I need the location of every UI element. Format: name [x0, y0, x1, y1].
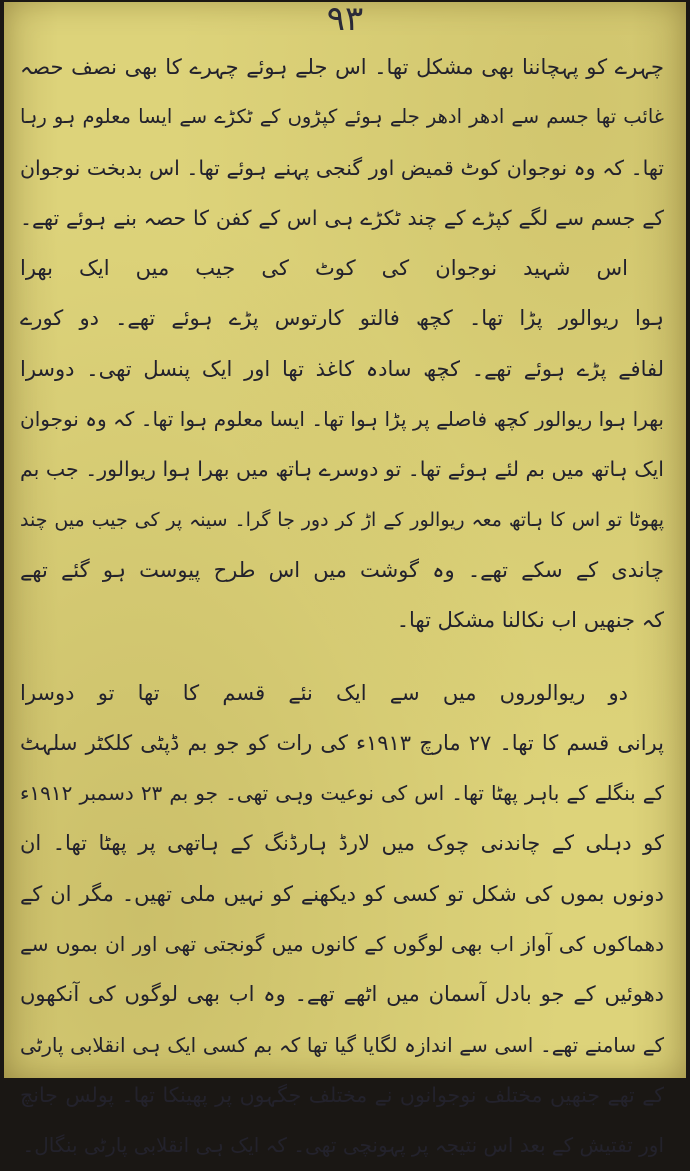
- page-body: [20, 42, 664, 1171]
- text-line: چہرے کو پہچاننا بھی مشکل تھا۔ اس جلے ہوئے چہرے کا بھی نصف حصہ: [20, 55, 664, 79]
- text-line: غائب تھا جسم سے ادھر ادھر جلے ہوئے کپڑوں کے ٹکڑے سے ایسا معلوم ہو رہا: [20, 105, 664, 129]
- text-line: اس شہید نوجوان کی کوٹ کی جیب میں ایک بھرا: [20, 256, 628, 281]
- text-line: کے جسم سے لگے کپڑے کے چند ٹکڑے ہی اس کے کفن کا حصہ بنے ہوئے تھے۔: [20, 205, 664, 230]
- text-line: چاندی کے سکے تھے۔ وہ گوشت میں اس طرح پیوست ہو گئے تھے: [20, 557, 664, 582]
- paragraph-gap: [20, 646, 664, 668]
- text-line: لفافے پڑے ہوئے تھے۔ کچھ سادہ کاغذ تھا اور ایک پنسل تھی۔ دوسرا: [20, 356, 664, 381]
- text-line: ایک ہاتھ میں بم لئے ہوئے تھا۔ تو دوسرے ہاتھ میں بھرا ہوا ریوالور۔ جب بم: [20, 457, 664, 482]
- text-line: تھا۔ کہ وہ نوجوان کوٹ قمیض اور گنجی پہنے ہوئے تھا۔ اس بدبخت نوجوان: [20, 155, 664, 180]
- paragraph-2: [20, 243, 664, 645]
- text-line: دونوں بموں کی شکل تو کسی کو دیکھنے کو نہیں ملی تھیں۔ مگر ان کے: [20, 881, 664, 906]
- text-line: کہ جنھیں اب نکالنا مشکل تھا۔: [396, 608, 664, 633]
- paragraph-1: [20, 42, 664, 243]
- text-line: کے تھے جنھیں مختلف نوجوانوں نے مختلف جگہوں پر پھینکا تھا۔ پولس جانچ: [20, 1082, 664, 1107]
- text-line: ہوا ریوالور پڑا تھا۔ کچھ فالتو کارتوس پڑے ہوئے تھے۔ دو کورے: [20, 306, 664, 331]
- text-line: کو دہلی کے چاندنی چوک میں لارڈ ہارڈنگ کے ہاتھی پر پھٹا تھا۔ ان: [20, 831, 664, 856]
- text-line: دو ریوالوروں میں سے ایک نئے قسم کا تھا تو دوسرا: [20, 680, 628, 705]
- text-line: کے سامنے تھے۔ اسی سے اندازہ لگایا گیا تھا کہ بم کسی ایک ہی انقلابی پارٹی: [20, 1032, 664, 1057]
- text-line: دھوئیں کے جو بادل آسمان میں اٹھے تھے۔ وہ اب بھی لوگوں کی آنکھوں: [20, 982, 664, 1007]
- page-number: ۹۳: [326, 0, 364, 39]
- paragraph-3: [20, 668, 664, 1171]
- text-line: کے بنگلے کے باہر پھٹا تھا۔ اس کی نوعیت وہی تھی۔ جو بم ۲۳ دسمبر ۱۹۱۲ء: [20, 781, 665, 806]
- book-page: [4, 0, 686, 1158]
- text-line: اور تفتیش کے بعد اس نتیجہ پر پہونچی تھی۔ کہ ایک ہی انقلابی پارٹی بنگال۔: [22, 1133, 664, 1158]
- text-line: پھوٹا تو اس کا ہاتھ معہ ریوالور کے اڑ کر دور جا گرا۔ سینہ پر کی جیب میں چند: [20, 508, 664, 531]
- text-line: دھماکوں کی آواز اب بھی لوگوں کے کانوں میں گونجتی تھی اور ان بموں سے: [20, 932, 664, 957]
- text-line: بھرا ہوا ریوالور کچھ فاصلے پر پڑا ہوا تھا۔ ایسا معلوم ہوا تھا۔ کہ وہ نوجوان: [20, 407, 664, 432]
- text-line: پرانی قسم کا تھا۔ ۲۷ مارچ ۱۹۱۳ء کی رات کو جو بم ڈپٹی کلکٹر سلہٹ: [20, 730, 664, 755]
